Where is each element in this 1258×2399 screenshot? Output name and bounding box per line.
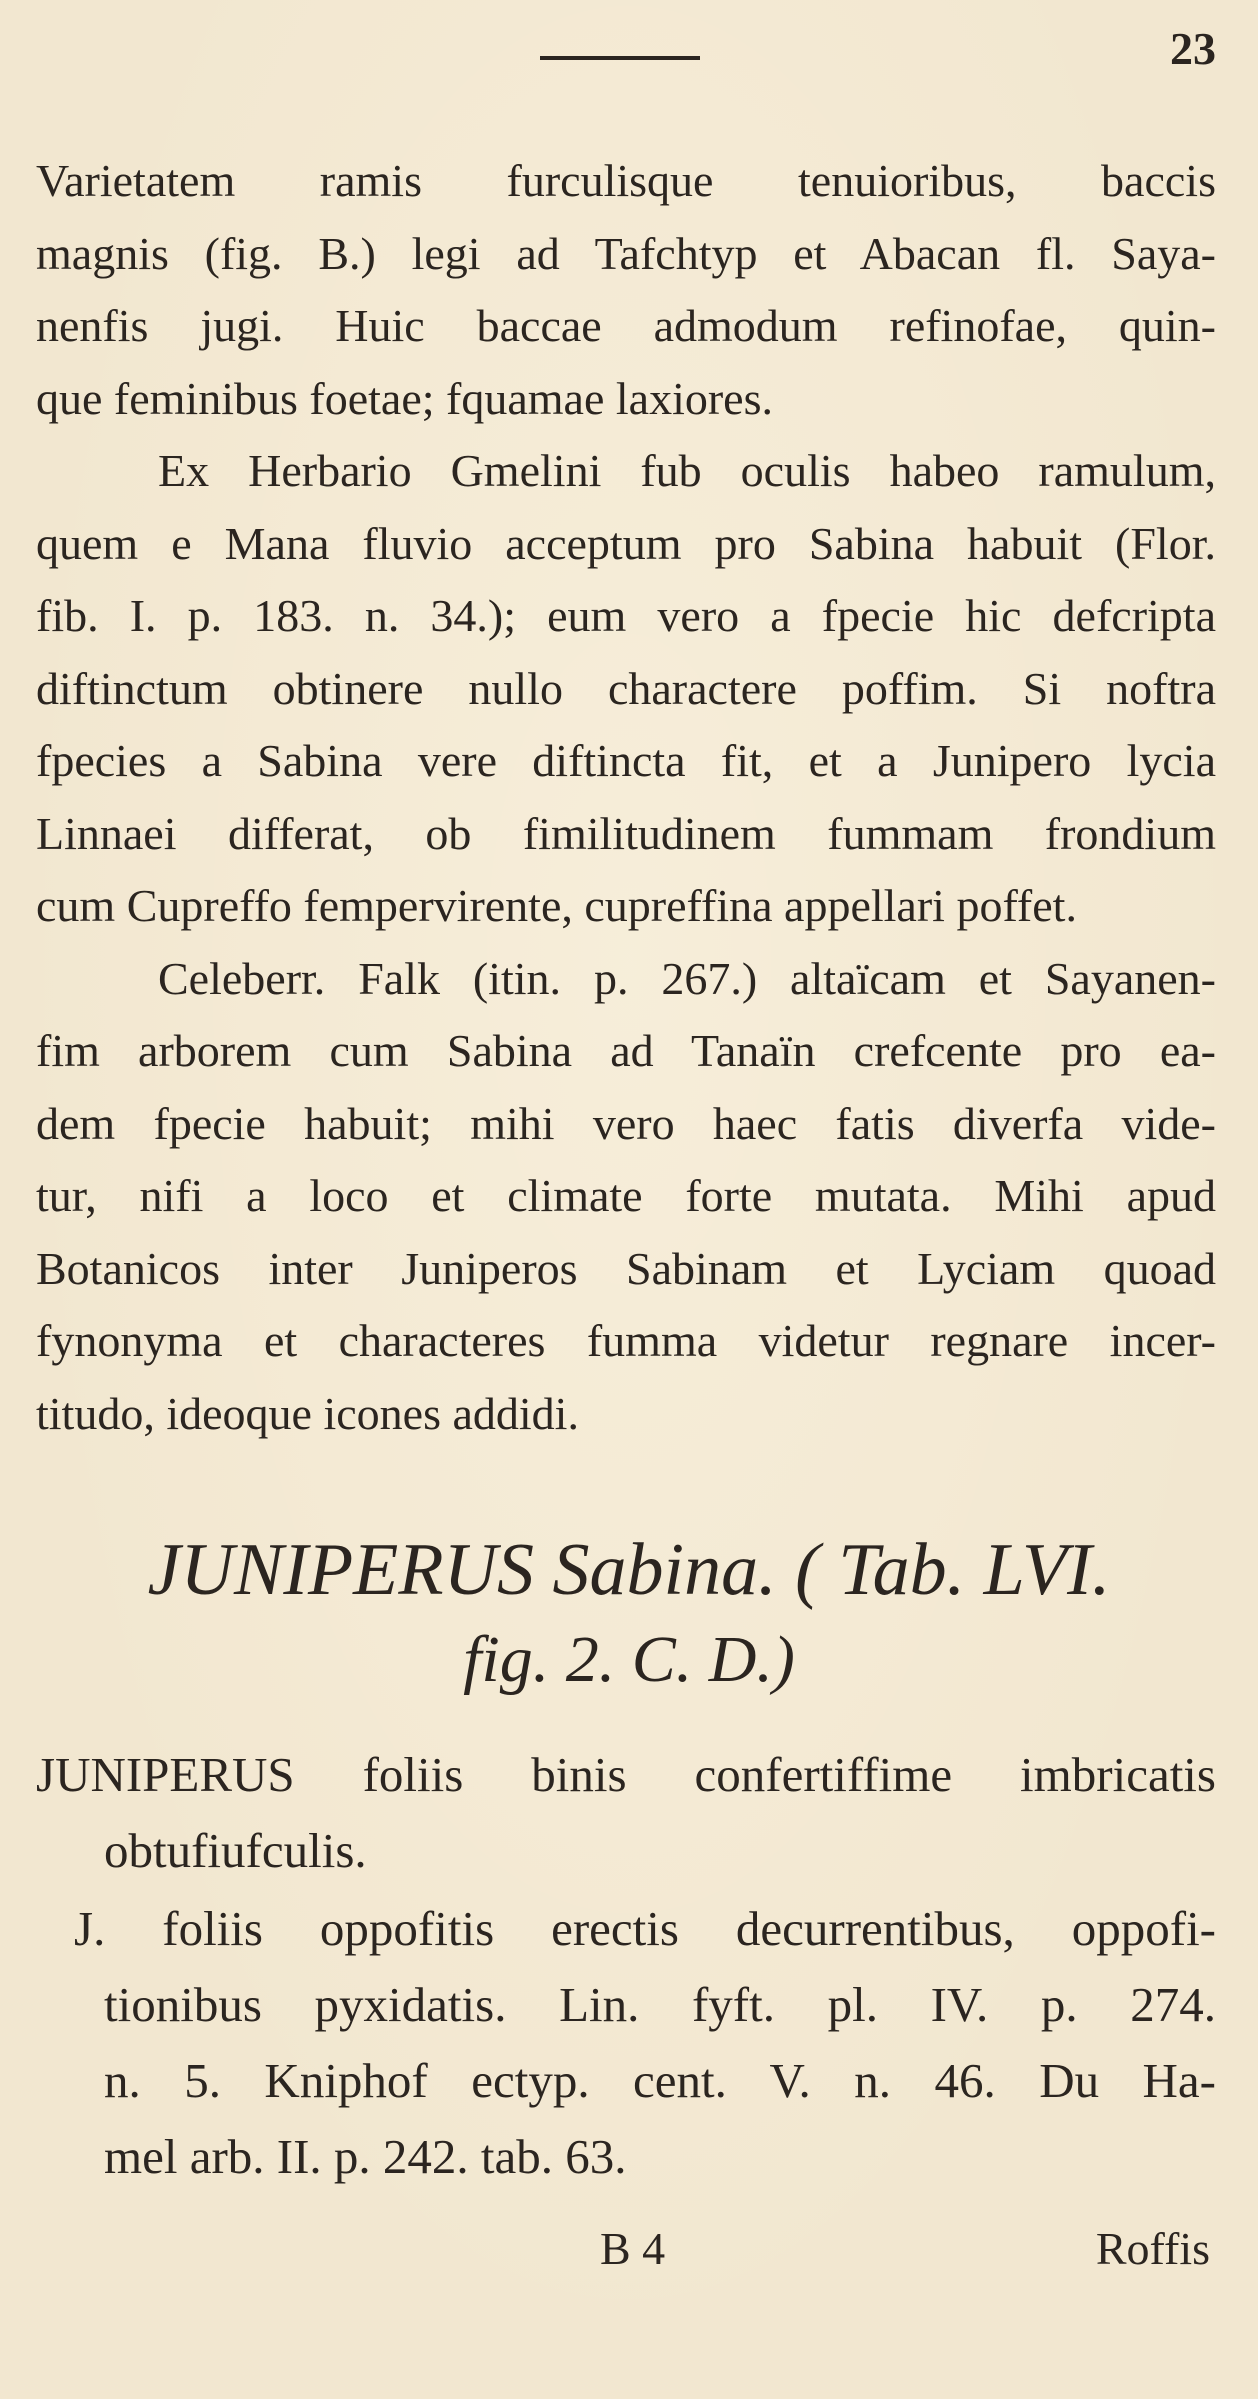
text-line: tur, nifi a loco et climate forte mutata. Mihi apud [36,1170,1216,1221]
text-line: dem fpecie habuit; mihi vero haec fatis diverfa vide- [36,1097,1216,1149]
species-heading: JUNIPERUS Sabina. ( Tab. LVI. [147,1529,1111,1611]
synonym-line: mel arb. II. p. 242. tab. 63. [104,2129,627,2184]
text-line: nenfis jugi. Huic baccae admodum refinofae, quin- [36,300,1216,351]
catchword: Roffis [1095,2223,1210,2274]
text-line: Botanicos inter Juniperos Sabinam et Lyciam quoad [36,1242,1216,1294]
text-line: cum Cupreffo fempervirente, cupreffina appellari poffet. [36,880,1077,931]
diagnosis-line: JUNIPERUS foliis binis confertiffime imbricatis [36,1747,1216,1802]
synonym-line: J. foliis oppofitis erectis decurrentibus, oppofi- [74,1901,1216,1956]
text-line: fynonyma et characteres fumma videtur regnare incer- [36,1315,1216,1366]
text-line: fib. I. p. 183. n. 34.); eum vero a fpecie hic defcripta [36,590,1216,641]
header-rule [540,56,700,60]
text-line: quem e Mana fluvio acceptum pro Sabina habuit (Flor. [36,517,1216,569]
text-line: Ex Herbario Gmelini fub oculis habeo ramulum, [158,445,1216,496]
text-line: que feminibus foetae; fquamae laxiores. [36,372,773,424]
species-heading-figure-ref: fig. 2. C. D.) [463,1623,795,1696]
text-line: Linnaei differat, ob fimilitudinem fummam frondium [36,807,1216,859]
text-line: Varietatem ramis furculisque tenuioribus, baccis [36,155,1216,206]
text-line: fim arborem cum Sabina ad Tanaïn crefcente pro ea- [36,1025,1216,1076]
species-synonym [36,1891,1216,2195]
species-diagnosis [36,1737,1216,1889]
text-line: fpecies a Sabina vere diftincta fit, et a Junipero lycia [36,735,1216,786]
synonym-line: n. 5. Kniphof ectyp. cent. V. n. 46. Du Ha- [104,2053,1216,2108]
text-line: magnis (fig. B.) legi ad Tafchtyp et Abacan fl. Saya- [36,227,1216,279]
text-line: titudo, ideoque icones addidi. [36,1387,579,1439]
synonym-line: tionibus pyxidatis. Lin. fyft. pl. IV. p. 274. [104,1977,1216,2032]
text-line: diftinctum obtinere nullo charactere poffim. Si noftra [36,662,1216,714]
text-body [36,145,1216,1450]
text-line: Celeberr. Falk (itin. p. 267.) altaïcam et Sayanen- [158,952,1216,1004]
signature-mark: B 4 [600,2223,666,2274]
diagnosis-line: obtufiufculis. [104,1823,367,1878]
page-number: 23 [1170,23,1216,74]
